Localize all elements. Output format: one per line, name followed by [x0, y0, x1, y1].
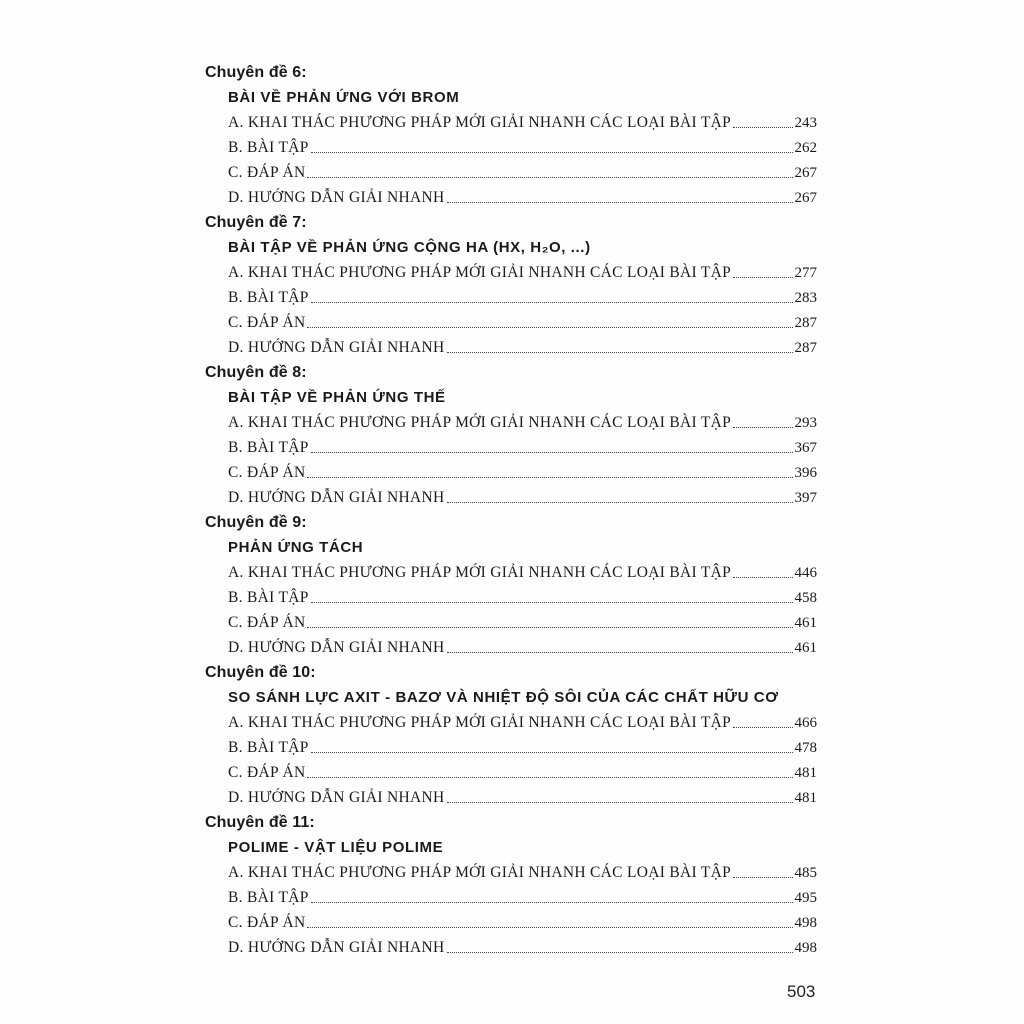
- dot-leader: [733, 727, 792, 728]
- toc-entry: [205, 910, 817, 935]
- chapter-title: BÀI TẬP VỀ PHẢN ỨNG THẾ: [228, 389, 446, 406]
- dot-leader: [733, 127, 792, 128]
- dot-leader: [307, 477, 792, 478]
- chapter-title: PHẢN ỨNG TÁCH: [228, 539, 364, 556]
- toc-entry: [205, 285, 817, 310]
- toc-entry-label: D. HƯỚNG DẪN GIẢI NHANH: [228, 339, 445, 356]
- toc-entry-page: 287: [794, 315, 817, 331]
- toc-entry: [205, 710, 817, 735]
- dot-leader: [307, 927, 792, 928]
- toc-entry-page: 481: [794, 765, 817, 781]
- toc-entry-label: C. ĐÁP ÁN: [228, 614, 306, 631]
- toc-entry: [205, 885, 817, 910]
- dot-leader: [307, 777, 792, 778]
- toc-entry: [205, 860, 817, 885]
- toc-entry: [205, 760, 817, 785]
- toc-entry-page: 498: [794, 915, 817, 931]
- toc-entry-label: D. HƯỚNG DẪN GIẢI NHANH: [228, 489, 445, 506]
- toc-entry: [205, 310, 817, 335]
- toc-entry-page: 458: [794, 590, 817, 606]
- toc-entry-label: B. BÀI TẬP: [228, 589, 309, 606]
- dot-leader: [311, 152, 793, 153]
- dot-leader: [311, 752, 793, 753]
- chapter-title: BÀI VỀ PHẢN ỨNG VỚI BROM: [228, 89, 460, 106]
- toc-entry-page: 262: [794, 140, 817, 156]
- chapter-label: Chuyên đề 10:: [205, 664, 316, 681]
- dot-leader: [311, 902, 793, 903]
- toc-entry: [205, 110, 817, 135]
- toc-entry-label: A. KHAI THÁC PHƯƠNG PHÁP MỚI GIẢI NHANH CÁC LOẠI BÀI TẬP: [228, 414, 732, 431]
- toc-entry-label: A. KHAI THÁC PHƯƠNG PHÁP MỚI GIẢI NHANH CÁC LOẠI BÀI TẬP: [228, 264, 732, 281]
- toc-entry-page: 478: [794, 740, 817, 756]
- toc-entry-label: C. ĐÁP ÁN: [228, 164, 306, 181]
- dot-leader: [733, 577, 792, 578]
- dot-leader: [733, 277, 792, 278]
- toc-entry-page: 277: [794, 265, 817, 281]
- toc-entry: [205, 260, 817, 285]
- toc-entry-page: 243: [794, 115, 817, 131]
- toc-entry: [205, 585, 817, 610]
- dot-leader: [307, 327, 792, 328]
- dot-leader: [447, 502, 793, 503]
- toc-entry: [205, 160, 817, 185]
- toc-chapter: [205, 660, 817, 810]
- toc-entry-page: 396: [794, 465, 817, 481]
- chapter-title: POLIME - VẬT LIỆU POLIME: [228, 839, 444, 856]
- toc-entry-label: D. HƯỚNG DẪN GIẢI NHANH: [228, 639, 445, 656]
- toc-entry-page: 283: [794, 290, 817, 306]
- toc-entry-page: 461: [794, 615, 817, 631]
- dot-leader: [733, 427, 792, 428]
- toc-entry-page: 461: [794, 640, 817, 656]
- toc-entry: [205, 635, 817, 660]
- chapter-label: Chuyên đề 11:: [205, 814, 315, 831]
- toc-entry-label: D. HƯỚNG DẪN GIẢI NHANH: [228, 939, 445, 956]
- toc-entry-label: C. ĐÁP ÁN: [228, 764, 306, 781]
- toc-entry-page: 485: [794, 865, 817, 881]
- toc-entry-page: 367: [794, 440, 817, 456]
- table-of-contents: [205, 60, 817, 960]
- toc-entry-label: B. BÀI TẬP: [228, 439, 309, 456]
- toc-entry: [205, 785, 817, 810]
- toc-entry: [205, 410, 817, 435]
- toc-chapter: [205, 360, 817, 510]
- toc-entry-page: 287: [794, 340, 817, 356]
- chapter-label: Chuyên đề 7:: [205, 214, 307, 231]
- dot-leader: [447, 352, 793, 353]
- toc-chapter: [205, 810, 817, 960]
- toc-entry-page: 293: [794, 415, 817, 431]
- toc-entry-label: C. ĐÁP ÁN: [228, 914, 306, 931]
- toc-entry: [205, 560, 817, 585]
- toc-entry-label: B. BÀI TẬP: [228, 139, 309, 156]
- toc-entry-page: 495: [794, 890, 817, 906]
- toc-entry-page: 498: [794, 940, 817, 956]
- chapter-label: Chuyên đề 9:: [205, 514, 307, 531]
- dot-leader: [447, 202, 793, 203]
- toc-entry-label: B. BÀI TẬP: [228, 739, 309, 756]
- dot-leader: [311, 452, 793, 453]
- toc-entry-label: B. BÀI TẬP: [228, 289, 309, 306]
- toc-entry-label: D. HƯỚNG DẪN GIẢI NHANH: [228, 189, 445, 206]
- toc-entry-label: A. KHAI THÁC PHƯƠNG PHÁP MỚI GIẢI NHANH CÁC LOẠI BÀI TẬP: [228, 864, 732, 881]
- dot-leader: [447, 952, 793, 953]
- toc-entry-label: A. KHAI THÁC PHƯƠNG PHÁP MỚI GIẢI NHANH CÁC LOẠI BÀI TẬP: [228, 564, 732, 581]
- dot-leader: [307, 627, 792, 628]
- chapter-title: SO SÁNH LỰC AXIT - BAZƠ VÀ NHIỆT ĐỘ SÔI CỦA CÁC CHẤT HỮU CƠ: [228, 689, 779, 706]
- toc-entry-page: 267: [794, 190, 817, 206]
- dot-leader: [733, 877, 792, 878]
- toc-entry: [205, 735, 817, 760]
- dot-leader: [307, 177, 792, 178]
- toc-entry-page: 466: [794, 715, 817, 731]
- toc-chapter: [205, 510, 817, 660]
- toc-entry: [205, 460, 817, 485]
- toc-entry: [205, 435, 817, 460]
- toc-entry-label: C. ĐÁP ÁN: [228, 314, 306, 331]
- chapter-title: BÀI TẬP VỀ PHẢN ỨNG CỘNG HA (HX, H₂O, ...): [228, 239, 591, 256]
- dot-leader: [311, 602, 793, 603]
- toc-chapter: [205, 210, 817, 360]
- chapter-label: Chuyên đề 6:: [205, 64, 307, 81]
- toc-entry-label: C. ĐÁP ÁN: [228, 464, 306, 481]
- dot-leader: [311, 302, 793, 303]
- toc-entry-label: A. KHAI THÁC PHƯƠNG PHÁP MỚI GIẢI NHANH CÁC LOẠI BÀI TẬP: [228, 714, 732, 731]
- toc-entry: [205, 485, 817, 510]
- toc-entry-page: 481: [794, 790, 817, 806]
- toc-chapter: [205, 60, 817, 210]
- toc-entry-label: D. HƯỚNG DẪN GIẢI NHANH: [228, 789, 445, 806]
- toc-entry-label: B. BÀI TẬP: [228, 889, 309, 906]
- toc-entry: [205, 335, 817, 360]
- toc-entry: [205, 610, 817, 635]
- toc-entry-page: 267: [794, 165, 817, 181]
- toc-entry: [205, 185, 817, 210]
- toc-entry: [205, 135, 817, 160]
- page-number: 503: [787, 982, 816, 1001]
- toc-entry-page: 397: [794, 490, 817, 506]
- dot-leader: [447, 802, 793, 803]
- toc-entry: [205, 935, 817, 960]
- toc-entry-label: A. KHAI THÁC PHƯƠNG PHÁP MỚI GIẢI NHANH CÁC LOẠI BÀI TẬP: [228, 114, 732, 131]
- toc-entry-page: 446: [794, 565, 817, 581]
- chapter-label: Chuyên đề 8:: [205, 364, 307, 381]
- dot-leader: [447, 652, 793, 653]
